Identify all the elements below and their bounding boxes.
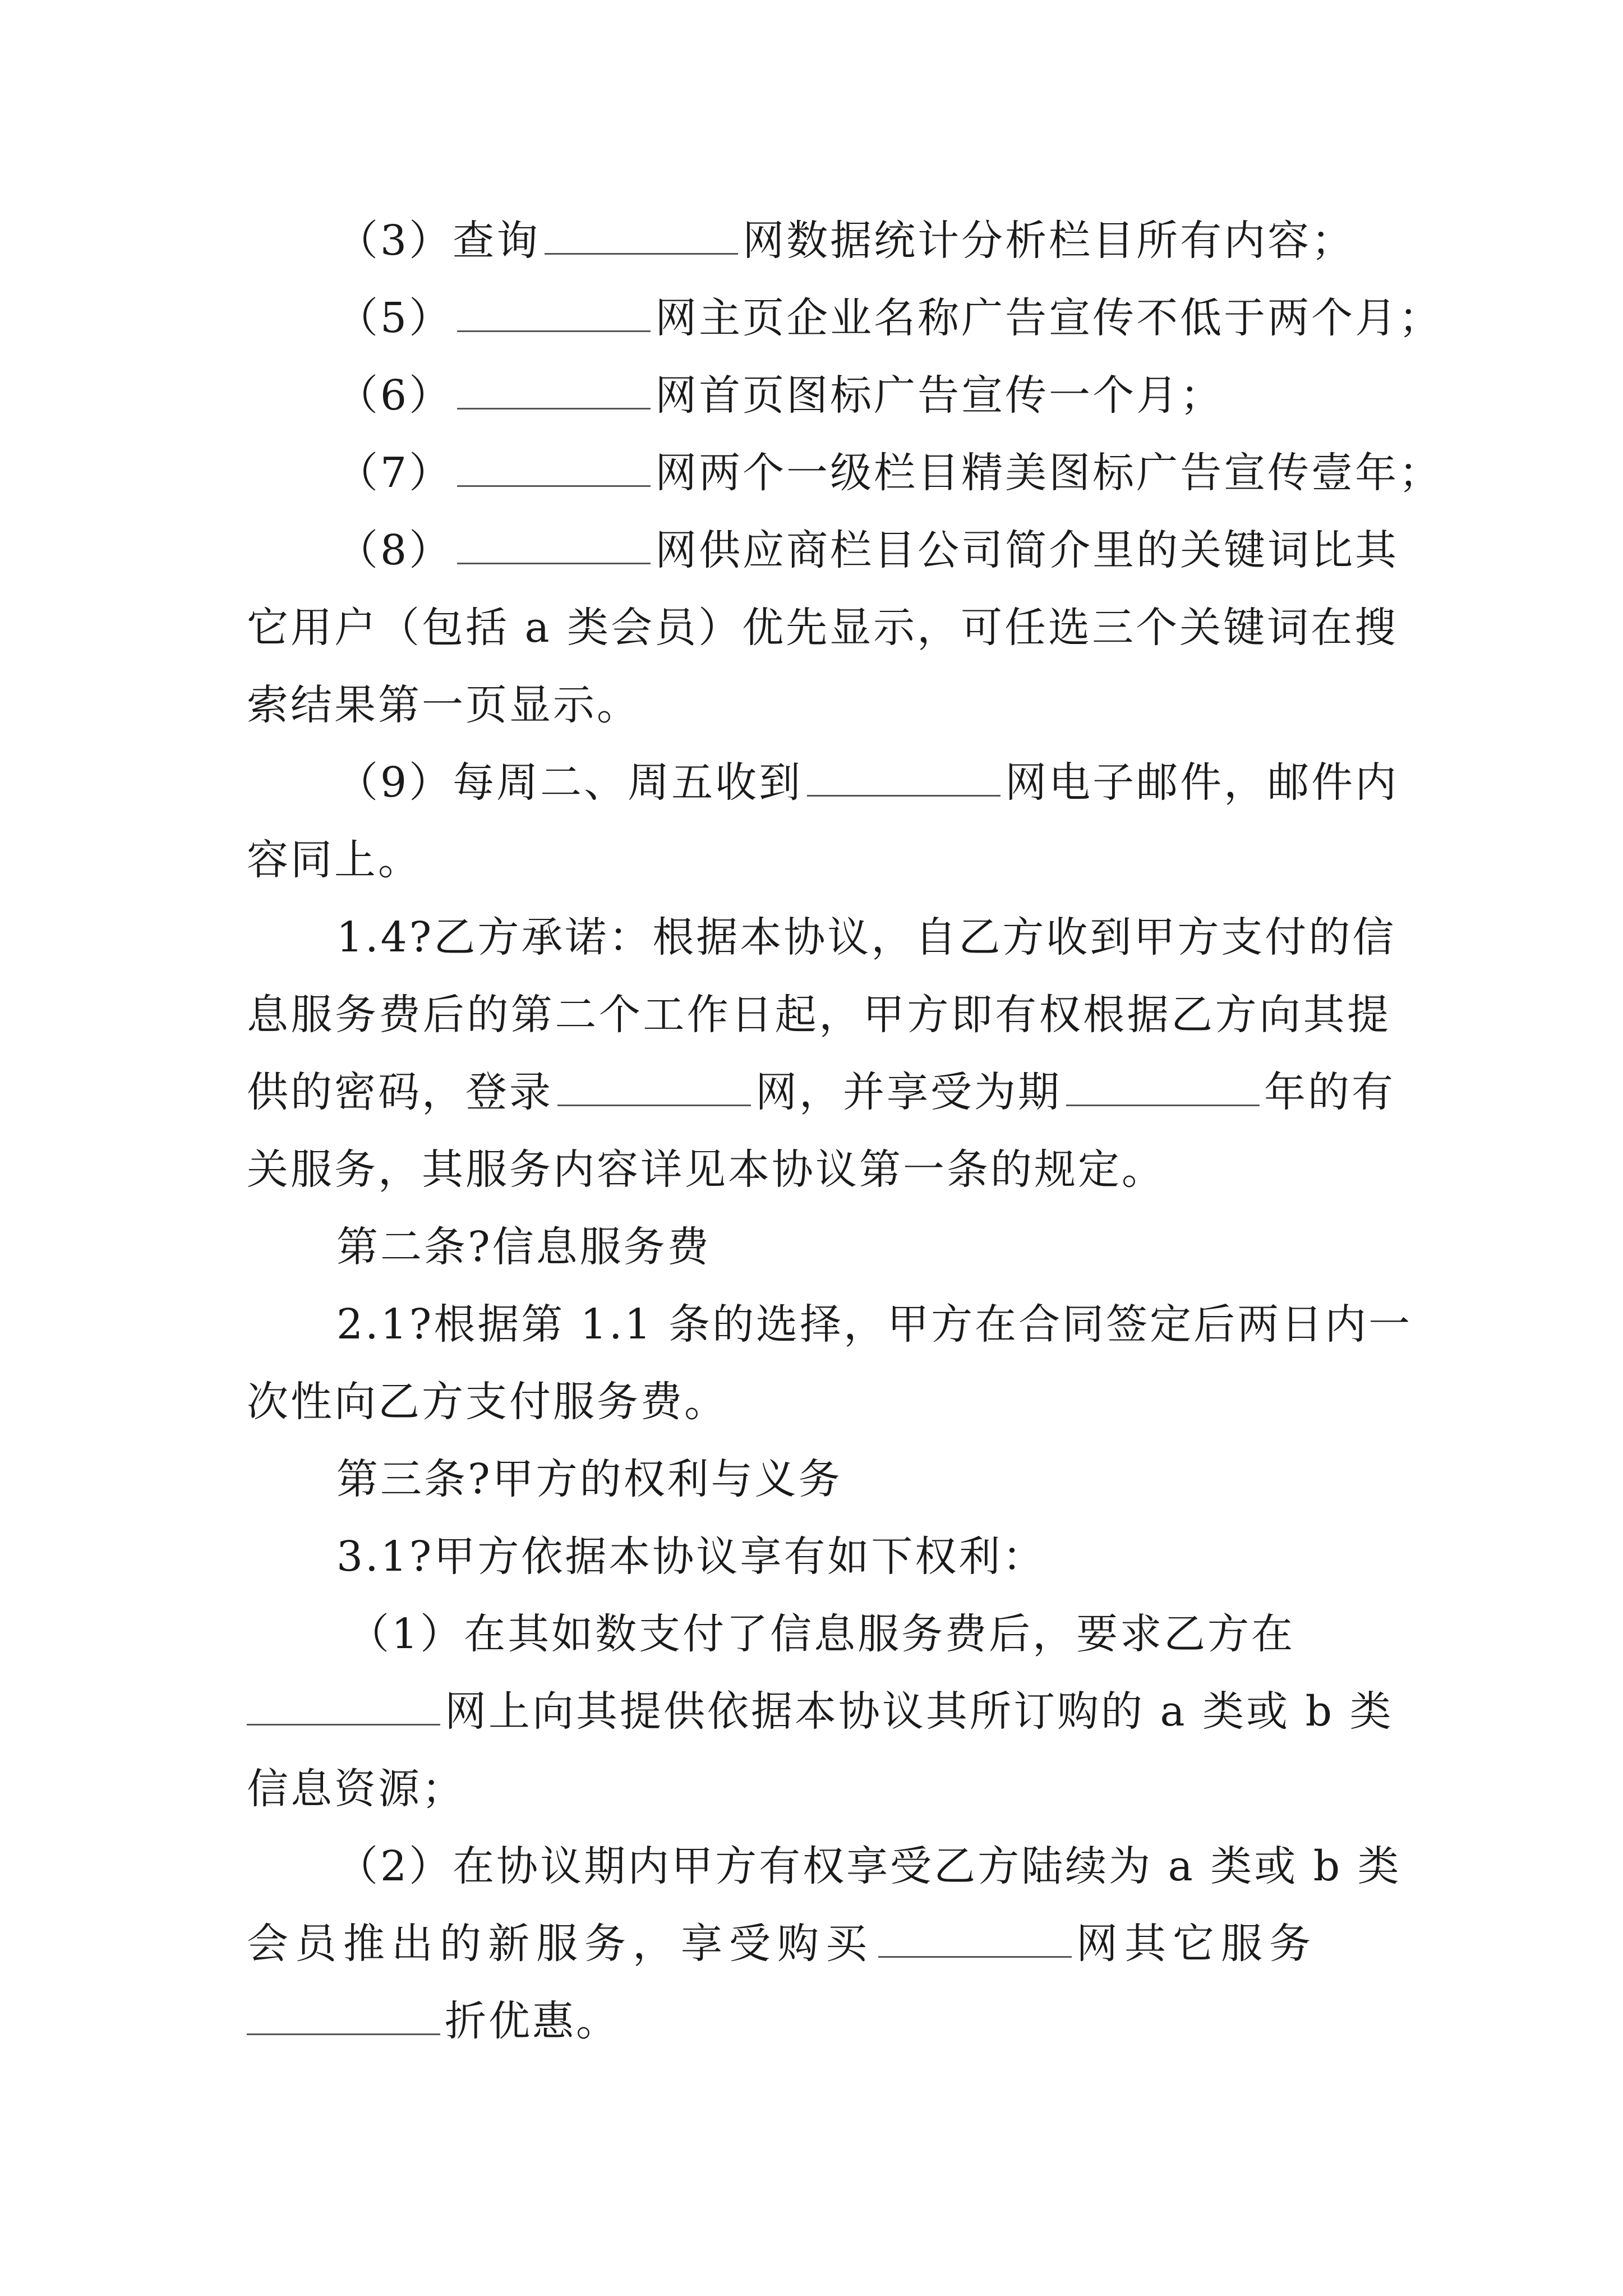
clause-1-4-line-1 [247, 899, 1396, 976]
item-8-keyword-priority-line-3 [247, 666, 1391, 744]
line-text: 网数据统计分析栏目所有内容； [743, 217, 1355, 265]
fill-blank [457, 374, 651, 409]
item-5-homepage-company-ad [247, 279, 1443, 357]
fill-blank [457, 452, 651, 487]
item-3-query-stats [247, 202, 1391, 279]
line-text: 2.1?根据第 1.1 条的选择，甲方在合同签定后两日内一 [336, 1300, 1413, 1349]
line-text: （3）查询 [336, 217, 541, 265]
item-8-keyword-priority-line-1 [247, 512, 1399, 589]
line-text: 息服务费后的第二个工作日起，甲方即有权根据乙方向其提 [247, 991, 1391, 1039]
line-text: 容同上。 [247, 836, 422, 884]
right-1-line-3 [247, 1750, 1391, 1828]
section-heading: 第三条?甲方的权利与义务 [336, 1455, 842, 1503]
line-text: 网电子邮件，邮件内 [1005, 758, 1399, 807]
clause-1-4-line-4 [247, 1131, 1391, 1208]
clause-3-1-line [247, 1518, 1391, 1595]
clause-2-1-line-2 [247, 1363, 1391, 1441]
line-text: （2）在协议期内甲方有权享受乙方陆续为 a 类或 b 类 [336, 1842, 1401, 1890]
line-text: 折优惠。 [445, 1997, 620, 2045]
line-text: 网供应商栏目公司简介里的关键词比其 [655, 526, 1399, 574]
article-2-heading [247, 1208, 1391, 1286]
fill-blank [247, 1690, 440, 1726]
item-9-email-line-1 [247, 744, 1399, 821]
fill-blank [247, 2000, 440, 2035]
item-9-email-line-2 [247, 821, 1391, 899]
right-2-line-2 [247, 1905, 1391, 1982]
fill-blank [807, 761, 1000, 797]
right-1-line-1 [247, 1595, 1391, 1673]
right-2-line-1 [247, 1828, 1401, 1905]
section-heading: 第二条?信息服务费 [336, 1223, 711, 1271]
line-text: 供的密码，登录 [247, 1068, 553, 1116]
line-text: 次性向乙方支付服务费。 [247, 1378, 728, 1426]
clause-2-1-line-1 [247, 1286, 1413, 1363]
document-body [247, 202, 1443, 2060]
line-text: 3.1?甲方依据本协议享有如下权利： [336, 1533, 1046, 1581]
line-text: 信息资源； [247, 1765, 465, 1813]
line-text: 网，并享受为期 [755, 1068, 1062, 1116]
line-text: 网其它服务 [1076, 1920, 1317, 1968]
clause-1-4-line-3 [247, 1053, 1395, 1131]
line-text: 网两个一级栏目精美图标广告宣传壹年； [655, 449, 1443, 497]
fill-blank [457, 529, 651, 564]
article-3-heading [247, 1441, 1391, 1518]
fill-blank [545, 219, 738, 255]
line-text: （9）每周二、周五收到 [336, 758, 803, 807]
line-text: 网上向其提供依据本协议其所订购的 a 类或 b 类 [445, 1687, 1394, 1736]
item-8-keyword-priority-line-2 [247, 589, 1399, 666]
right-1-line-2 [247, 1673, 1394, 1750]
line-text: （8） [336, 526, 453, 574]
fill-blank [1066, 1071, 1260, 1106]
line-text: （5） [336, 294, 453, 342]
item-6-homepage-icon-ad [247, 357, 1391, 434]
clause-1-4-line-2 [247, 976, 1391, 1053]
fill-blank [878, 1922, 1072, 1958]
line-text: 网首页图标广告宣传一个月； [655, 371, 1224, 420]
fill-blank [457, 297, 651, 332]
line-text: 年的有 [1264, 1068, 1395, 1116]
right-2-line-3 [247, 1982, 1391, 2060]
line-text: （7） [336, 449, 453, 497]
line-text: 索结果第一页显示。 [247, 681, 640, 729]
item-7-column-icon-ad [247, 434, 1443, 512]
line-text: （6） [336, 371, 453, 420]
fill-blank [557, 1071, 751, 1106]
line-text: （1）在其如数支付了信息服务费后，要求乙方在 [348, 1610, 1295, 1658]
line-text: 关服务，其服务内容详见本协议第一条的规定。 [247, 1145, 1165, 1194]
line-text: 网主页企业名称广告宣传不低于两个月； [655, 294, 1443, 342]
line-text: 1.4?乙方承诺：根据本协议，自乙方收到甲方支付的信 [336, 913, 1396, 961]
line-text: 它用户（包括 a 类会员）优先显示，可任选三个关键词在搜 [247, 604, 1399, 652]
line-text: 会员推出的新服务，享受购买 [247, 1920, 874, 1968]
